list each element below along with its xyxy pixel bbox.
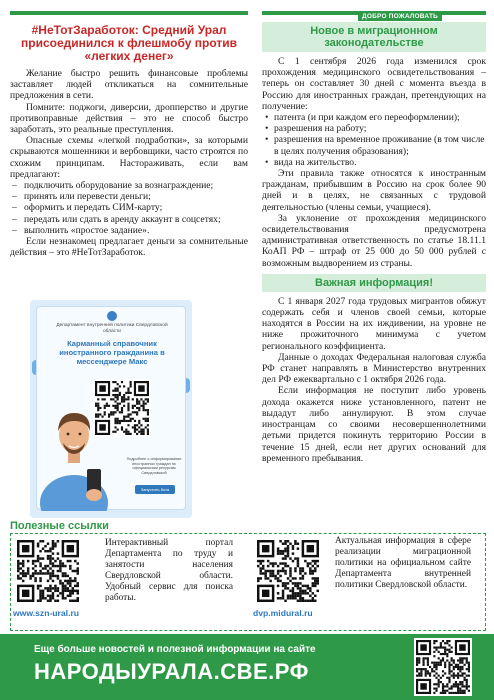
useful-links-box [10,533,486,631]
left-column [10,22,248,258]
list-item: • вида на жительство. [262,157,486,168]
footer-caption: Еще больше новостей и полезной информации на сайте [34,644,316,655]
qr-code-icon[interactable] [414,638,472,696]
migration-paragraph: Эти правила также относятся к иностранным гражданам, прибывшим в Россию на срок более 90 дней и в целях, не связанных с трудовой деятельностью (члены семьи, учащиеся). [262,168,486,213]
link-description: Актуальная информация в сфере реализации миграционной политики на официальном сайте Департамента внутренней политики Свердловской области. [335,536,471,590]
launch-bot-button[interactable]: Запустить бота [135,485,175,494]
link-dvp-midural[interactable]: dvp.midural.ru [253,608,313,618]
article-paragraph: Если незнакомец предлагает деньги за сомнительные действия – это #НеТотЗаработок. [10,236,248,259]
qr-code-icon[interactable] [17,540,79,602]
list-item: – выполнить «простое задание». [10,225,248,236]
person-illustration-icon [39,391,109,511]
list-item: – подключить оборудование за вознаграждение; [10,180,248,191]
poster-department: Департамент внутренней политики Свердловской области [56,323,168,334]
link-szn-ural[interactable]: www.szn-ural.ru [13,608,80,618]
messenger-poster [30,300,192,518]
list-item: • разрешения на временное проживание (в том числе в целях получения образования); [262,134,486,156]
poster-title: Карманный справочник иностранного гражданина в мессенджере Макс [59,339,165,366]
migration-paragraph: С 1 сентября 2026 года изменился срок прохождения медицинского освидетельствования – теперь он составляет 30 дней с момента въезда в Россию для иностранных граждан, претендующих на получение: [262,56,486,112]
warning-list [10,180,248,236]
article-paragraph: Помните: поджоги, диверсии, дропперство и другие противоправные действия – это не способ быстро заработать, это реальные преступления. [10,101,248,136]
permits-list [262,112,486,168]
list-item: – принять или перевести деньги; [10,191,248,202]
important-paragraph: Данные о доходах Федеральная налоговая служба РФ станет направлять в Министерство внутренних дел РФ ежеквартально с 1 октября 2026 года. [262,351,486,386]
qr-code-icon[interactable] [257,540,319,602]
welcome-label: ДОБРО ПОЖАЛОВАТЬ [358,12,442,21]
important-paragraph: С 1 января 2027 года трудовых мигрантов обяжут содержать себя и членов своей семьи, которые находятся в России на их иждивении, на уровне не ниже прожиточного минимума с учетом регионального коэффициента. [262,295,486,352]
qr-code-graphic [416,640,470,694]
migration-paragraph: За уклонение от прохождения медицинского освидетельствования предусмотрена административная ответственность по статье 18.11.1 КоАП РФ – штраф от 25 000 до 50 000 рублей с возможным выдворением из страны. [262,212,486,269]
emblem-icon [107,311,117,321]
header-divider-left [10,11,248,15]
poster-note: Подробнее о информировании иностранных граждан по официальным ресурсам Свердловской [126,457,182,475]
section-title-migration: Новое в миграционном законодательстве [262,22,486,52]
list-item: • разрешения на работу; [262,123,486,134]
useful-links-title: Полезные ссылки [10,520,109,532]
section-title-important: Важная информация! [262,274,486,292]
important-paragraph: Если информация не поступит либо уровень дохода окажется ниже установленного, патент не выдадут либо аннулируют. В этом случае иностранцам со своими несовершеннолетними детьми придется покинуть территорию России в течение 15 дней, если нет других оснований для временного пребывания. [262,385,486,464]
qr-code-graphic [257,540,319,602]
article-paragraph: Желание быстро решить финансовые проблемы заставляет людей откликаться на сомнительные предложения в сети. [10,68,248,102]
footer-site-link[interactable]: НАРОДЫУРАЛА.СВЕ.РФ [34,659,309,684]
list-item: • патента (и при каждом его переоформлении); [262,112,486,123]
poster-card [36,306,186,510]
article-title: #НеТотЗаработок: Средний Урал присоединился к флешмобу против «легких денег» [21,23,237,63]
list-item: – передать или сдать в аренду аккаунт в соцсетях; [10,214,248,225]
right-column [262,22,486,464]
article-paragraph: Опасные схемы «легкой подработки», за которыми скрываются мошенники и вербовщики, часто строятся по схожим принципам. Настораживать, если вам предлагают: [10,135,248,180]
qr-code-graphic [17,540,79,602]
list-item: – оформить и передать СИМ-карту; [10,202,248,213]
footer-banner [0,634,494,700]
link-description: Интерактивный портал Департамента по труду и занятости населения Свердловской области. Удобный сервис для поиска работы. [105,538,233,603]
